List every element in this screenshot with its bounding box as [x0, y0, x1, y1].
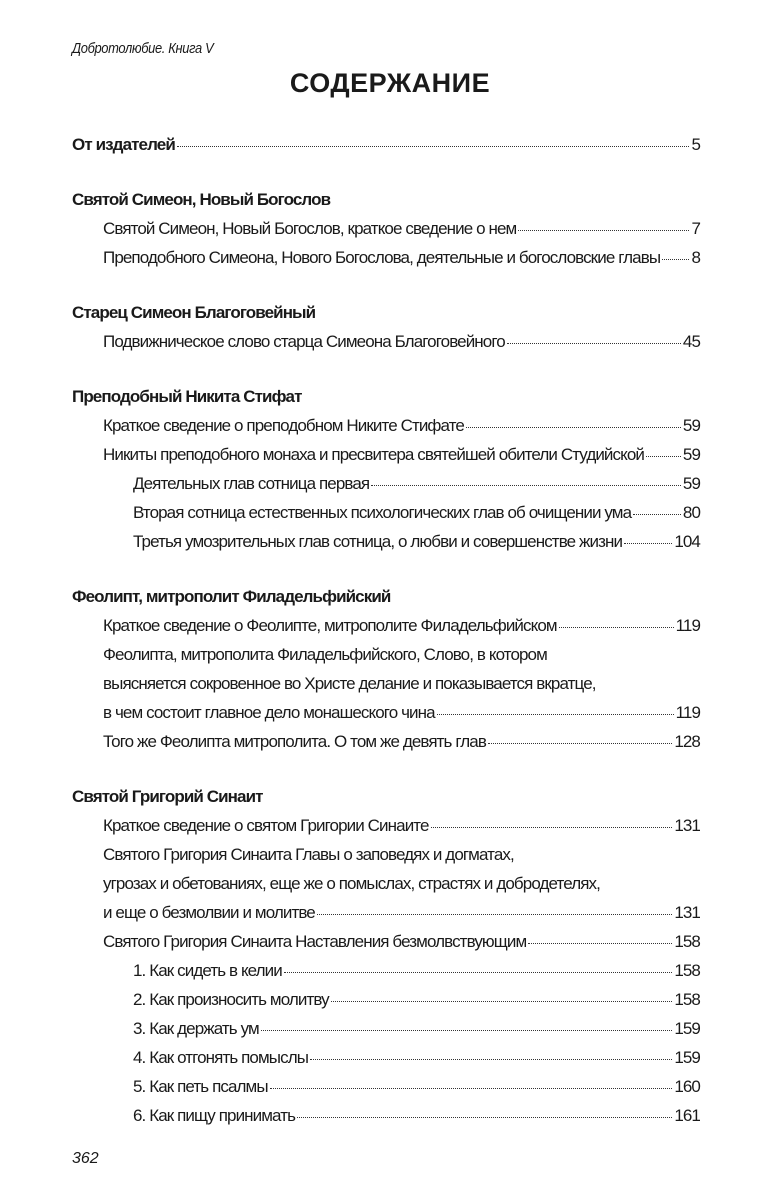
toc-entry-text: 3. Как держать ум [133, 1019, 259, 1038]
toc-page-number: 45 [682, 332, 700, 351]
toc-heading-text: Святой Симеон, Новый Богослов [72, 190, 331, 209]
toc-page-number: 119 [675, 703, 700, 722]
toc-entry-text: Краткое сведение о Феолипте, митрополите Филадельфийском [103, 616, 557, 635]
toc-page-number: 131 [674, 903, 700, 922]
toc-entry-text: 1. Как сидеть в келии [133, 961, 282, 980]
dot-leader [177, 146, 690, 147]
page-title: СОДЕРЖАНИЕ [289, 68, 491, 98]
toc-entry-text: выясняется сокровенное во Христе делание и показывается вкратце, [103, 674, 596, 693]
dot-leader [528, 943, 672, 944]
table-of-contents [72, 130, 700, 1130]
toc-page-number: 131 [674, 816, 700, 835]
toc-entry[interactable] [72, 440, 700, 469]
toc-entry[interactable] [72, 956, 700, 985]
toc-page-number: 159 [674, 1019, 700, 1038]
dot-leader [633, 514, 681, 515]
toc-entry[interactable] [72, 811, 700, 840]
toc-page-number: 59 [682, 416, 700, 435]
toc-page-number: 128 [674, 732, 700, 751]
toc-page-number: 8 [691, 248, 700, 267]
toc-entry[interactable] [72, 640, 700, 669]
toc-heading-text: От издателей [72, 135, 175, 154]
toc-page-number: 59 [682, 445, 700, 464]
toc-entry[interactable] [72, 243, 700, 272]
toc-entry[interactable] [72, 611, 700, 640]
toc-section [72, 582, 700, 756]
dot-leader [466, 427, 681, 428]
toc-entry[interactable] [72, 214, 700, 243]
toc-page-number: 59 [682, 474, 700, 493]
toc-heading[interactable] [72, 185, 700, 214]
toc-page-number: 158 [674, 961, 700, 980]
toc-entry-text: Деятельных глав сотница первая [133, 474, 370, 493]
toc-entry[interactable] [72, 1014, 700, 1043]
toc-entry[interactable] [72, 1101, 700, 1130]
dot-leader [518, 230, 689, 231]
toc-page-number: 159 [674, 1048, 700, 1067]
dot-leader [310, 1059, 672, 1060]
toc-page-number: 5 [691, 135, 700, 154]
toc-entry-text: Подвижническое слово старца Симеона Благоговейного [103, 332, 505, 351]
toc-heading-text: Старец Симеон Благоговейный [72, 303, 316, 322]
toc-entry-text: 5. Как петь псалмы [133, 1077, 268, 1096]
dot-leader [297, 1117, 672, 1118]
toc-heading[interactable] [72, 382, 700, 411]
toc-heading-text: Феолипт, митрополит Филадельфийский [72, 587, 391, 606]
page-number: 362 [72, 1150, 99, 1167]
toc-page-number: 104 [674, 532, 700, 551]
toc-entry-text: Святого Григория Синаита Главы о заповедях и догматах, [103, 845, 514, 864]
toc-entry-text: Краткое сведение о святом Григории Синаите [103, 816, 429, 835]
toc-page-number: 160 [674, 1077, 700, 1096]
toc-page-number: 158 [674, 932, 700, 951]
toc-entry-text: и еще о безмолвии и молитве [103, 903, 315, 922]
dot-leader [284, 972, 672, 973]
toc-entry[interactable] [72, 327, 700, 356]
dot-leader [662, 259, 689, 260]
toc-entry-text: Преподобного Симеона, Нового Богослова, деятельные и богословские главы [103, 248, 661, 267]
toc-entry[interactable] [72, 527, 700, 556]
toc-entry[interactable] [72, 985, 700, 1014]
toc-entry-text: Никиты преподобного монаха и пресвитера святейшей обители Студийской [103, 445, 645, 464]
toc-entry[interactable] [72, 869, 700, 898]
toc-section [72, 130, 700, 159]
dot-leader [331, 1001, 673, 1002]
toc-entry-text: в чем состоит главное дело монашеского чина [103, 703, 435, 722]
toc-page-number: 119 [675, 616, 700, 635]
dot-leader [431, 827, 673, 828]
toc-entry[interactable] [72, 469, 700, 498]
toc-section [72, 185, 700, 272]
toc-page-number: 7 [691, 219, 700, 238]
toc-section [72, 298, 700, 356]
dot-leader [371, 485, 681, 486]
dot-leader [270, 1088, 673, 1089]
toc-entry[interactable] [72, 727, 700, 756]
dot-leader [507, 343, 681, 344]
dot-leader [559, 627, 674, 628]
toc-entry-text: Краткое сведение о преподобном Никите Стифате [103, 416, 464, 435]
toc-entry[interactable] [72, 840, 700, 869]
dot-leader [624, 543, 672, 544]
toc-entry[interactable] [72, 669, 700, 698]
toc-entry-text: Вторая сотница естественных психологических глав об очищении ума [133, 503, 632, 522]
toc-entry-text: Святого Григория Синаита Наставления безмолвствующим [103, 932, 527, 951]
toc-entry-text: угрозах и обетованиях, еще же о помыслах, страстях и добродетелях, [103, 874, 600, 893]
toc-entry-text: Третья умозрительных глав сотница, о любви и совершенстве жизни [133, 532, 623, 551]
toc-heading[interactable] [72, 130, 700, 159]
toc-entry[interactable] [72, 1072, 700, 1101]
dot-leader [261, 1030, 673, 1031]
toc-entry-text: Святой Симеон, Новый Богослов, краткое сведение о нем [103, 219, 517, 238]
toc-entry[interactable] [72, 898, 700, 927]
toc-heading-text: Преподобный Никита Стифат [72, 387, 302, 406]
toc-page-number: 158 [674, 990, 700, 1009]
toc-entry-text: 2. Как произносить молитву [133, 990, 329, 1009]
toc-entry-text: 4. Как отгонять помыслы [133, 1048, 309, 1067]
toc-heading[interactable] [72, 298, 700, 327]
toc-entry-text: 6. Как пищу принимать [133, 1106, 296, 1125]
toc-section [72, 382, 700, 556]
toc-entry[interactable] [72, 498, 700, 527]
toc-entry[interactable] [72, 1043, 700, 1072]
dot-leader [437, 714, 674, 715]
dot-leader [317, 914, 672, 915]
toc-entry[interactable] [72, 927, 700, 956]
toc-entry-text: Феолипта, митрополита Филадельфийского, Слово, в котором [103, 645, 547, 664]
toc-section [72, 782, 700, 1130]
toc-heading[interactable] [72, 582, 700, 611]
toc-page-number: 80 [682, 503, 700, 522]
toc-entry[interactable] [72, 411, 700, 440]
toc-heading-text: Святой Григорий Синаит [72, 787, 263, 806]
dot-leader [646, 456, 681, 457]
toc-page-number: 161 [674, 1106, 700, 1125]
dot-leader [488, 743, 672, 744]
toc-entry[interactable] [72, 698, 700, 727]
toc-entry-text: Того же Феолипта митрополита. О том же девять глав [103, 732, 486, 751]
running-head: Добротолюбие. Книга V [72, 40, 214, 57]
toc-heading[interactable] [72, 782, 700, 811]
